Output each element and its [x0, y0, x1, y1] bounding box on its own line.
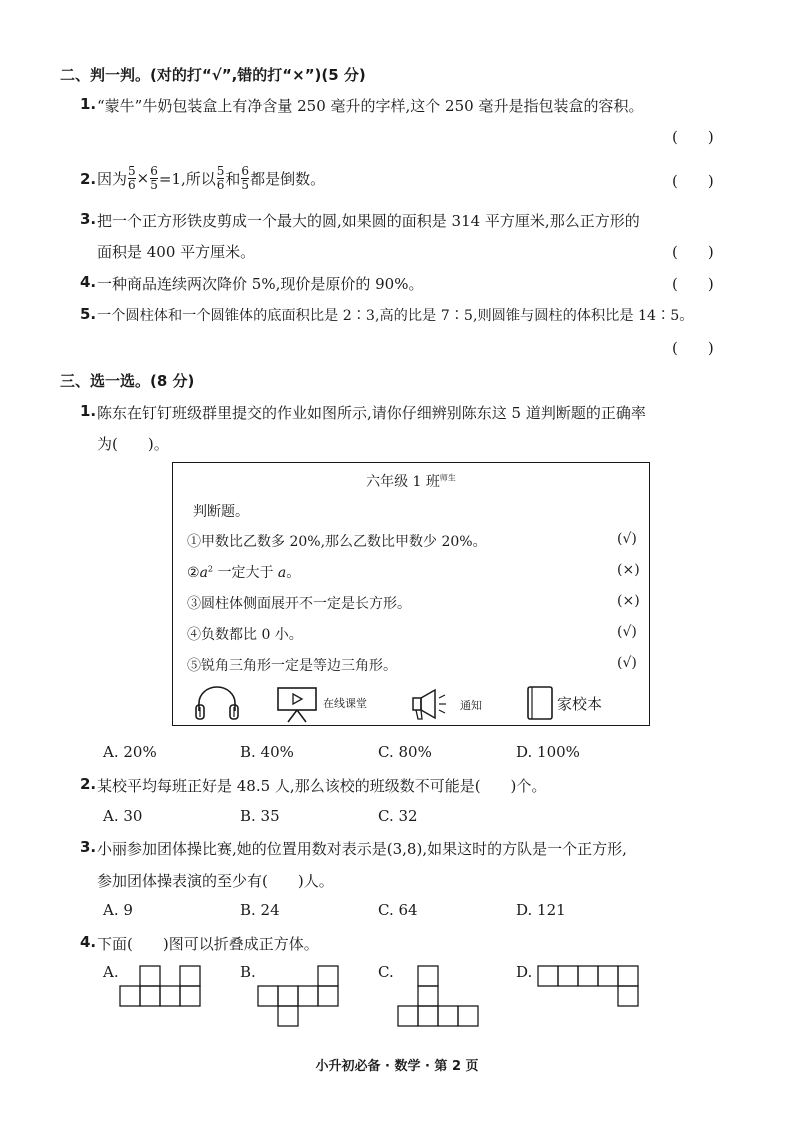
class-superscript: 师生: [439, 473, 456, 483]
numerator: 5: [128, 163, 136, 178]
section-3-title: 三、选一选。(8 分): [60, 372, 195, 390]
fraction-5-6: [128, 165, 136, 192]
panel-item-4-mark: (√): [617, 624, 637, 640]
q3-3-line2: 参加团体操表演的至少有( )人。: [97, 872, 334, 890]
book-icon: [525, 685, 555, 721]
q2-1-number: 1.: [80, 95, 97, 113]
cube-net-c[interactable]: [397, 965, 481, 1027]
q3-1-option-b[interactable]: B. 40%: [240, 743, 294, 761]
q2-3-line1: 把一个正方形铁皮剪成一个最大的圆,如果圆的面积是 314 平方厘米,那么正方形的: [97, 212, 640, 230]
net-d-label[interactable]: D.: [516, 963, 533, 981]
page-footer: 小升初必备 · 数学 · 第 2 页: [315, 1059, 479, 1074]
q3-3-option-a[interactable]: A. 9: [103, 901, 133, 919]
denominator: 5: [150, 177, 158, 192]
q2-1-text: “蒙牛”牛奶包装盒上有净含量 250 毫升的字样,这个 250 毫升是指包装盒的容积。: [97, 97, 644, 115]
q3-3-option-b[interactable]: B. 24: [240, 901, 280, 919]
times-sign: ×: [136, 169, 150, 187]
q3-2-option-c[interactable]: C. 32: [378, 807, 418, 825]
q2-2-post: 都是倒数。: [250, 169, 326, 188]
q3-2-option-b[interactable]: B. 35: [240, 807, 280, 825]
q2-4-answer-paren[interactable]: ( ): [672, 275, 714, 293]
q2-3-line2: 面积是 400 平方厘米。: [97, 243, 256, 261]
panel-item-3: ③圆柱体侧面展开不一定是长方形。: [187, 596, 411, 612]
panel-subtitle: 判断题。: [193, 504, 249, 520]
q2-4-text: 一种商品连续两次降价 5%,现价是原价的 90%。: [97, 275, 424, 293]
panel-item-5-mark: (√): [617, 655, 637, 671]
net-b-label[interactable]: B.: [240, 963, 256, 981]
q3-1-option-a[interactable]: A. 20%: [103, 743, 157, 761]
q2-5-number: 5.: [80, 305, 97, 323]
notice-label: 通知: [460, 699, 482, 712]
q2-2-answer-paren[interactable]: ( ): [672, 172, 714, 190]
q2-2-mid: =1,所以: [158, 169, 216, 188]
q3-3-number: 3.: [80, 838, 97, 856]
home-school-book-label: 家校本: [557, 695, 603, 713]
cube-net-d[interactable]: [537, 965, 641, 1007]
panel-item-5: ⑤锐角三角形一定是等边三角形。: [187, 658, 397, 674]
panel-item-2-mark: (×): [617, 562, 640, 578]
panel-item-4: ④负数都比 0 小。: [187, 627, 303, 643]
q3-3-line1: 小丽参加团体操比赛,她的位置用数对表示是(3,8),如果这时的方队是一个正方形,: [97, 840, 627, 858]
q3-1-number: 1.: [80, 402, 97, 420]
megaphone-icon: [411, 687, 459, 723]
denominator: 6: [216, 177, 225, 192]
cube-net-a[interactable]: [119, 965, 203, 1007]
online-class-icon: [276, 685, 318, 725]
denominator: 5: [241, 177, 250, 192]
homework-screenshot-panel: [172, 462, 650, 726]
panel-item-3-mark: (×): [617, 593, 640, 609]
denominator: 6: [128, 177, 136, 192]
q3-1-option-c[interactable]: C. 80%: [378, 743, 432, 761]
panel-header: [173, 471, 649, 491]
q2-5-text: 一个圆柱体和一个圆锥体的底面积比是 2∶3,高的比是 7∶5,则圆锥与圆柱的体积比是 14∶5。: [97, 308, 694, 324]
q2-3-answer-paren[interactable]: ( ): [672, 243, 714, 261]
q3-1-line1: 陈东在钉钉班级群里提交的作业如图所示,请你仔细辨别陈东这 5 道判断题的正确率: [97, 404, 646, 422]
q3-2-text: 某校平均每班正好是 48.5 人,那么该校的班级数不可能是( )个。: [97, 777, 547, 795]
online-class-label: 在线课堂: [323, 697, 367, 710]
q3-1-line2: 为( )。: [97, 435, 169, 453]
numerator: 6: [150, 163, 158, 178]
fraction-6-5: [241, 165, 249, 192]
q3-3-option-c[interactable]: C. 64: [378, 901, 418, 919]
q2-4-number: 4.: [80, 273, 97, 291]
fraction-5-6: [217, 165, 225, 192]
class-name: 六年级 1 班: [366, 474, 440, 490]
numerator: 6: [241, 163, 250, 178]
q2-2-and: 和: [225, 169, 241, 188]
q3-3-option-d[interactable]: D. 121: [516, 901, 566, 919]
net-a-label[interactable]: A.: [103, 963, 119, 981]
q3-2-option-a[interactable]: A. 30: [103, 807, 143, 825]
q3-4-number: 4.: [80, 933, 97, 951]
q2-5-answer-paren[interactable]: ( ): [672, 339, 714, 357]
q2-2-text: [97, 160, 325, 196]
q3-2-number: 2.: [80, 775, 97, 793]
q2-3-number: 3.: [80, 210, 97, 228]
q2-2-number: 2.: [80, 170, 97, 188]
q3-1-option-d[interactable]: D. 100%: [516, 743, 580, 761]
headphones-icon: [193, 685, 241, 721]
cube-net-b[interactable]: [257, 965, 341, 1027]
section-2-title: 二、判一判。(对的打“√”,错的打“×”)(5 分): [60, 66, 366, 84]
q2-1-answer-paren[interactable]: ( ): [672, 128, 714, 146]
fraction-6-5: [150, 165, 158, 192]
panel-item-1-mark: (√): [617, 531, 637, 547]
numerator: 5: [216, 163, 225, 178]
panel-item-2: $②a^2$ 一定大于 a。: [187, 564, 301, 581]
panel-item-1: ①甲数比乙数多 20%,那么乙数比甲数少 20%。: [187, 534, 487, 550]
q2-2-pre: 因为: [97, 169, 128, 188]
net-c-label[interactable]: C.: [378, 963, 394, 981]
q3-4-text: 下面( )图可以折叠成正方体。: [97, 935, 319, 953]
